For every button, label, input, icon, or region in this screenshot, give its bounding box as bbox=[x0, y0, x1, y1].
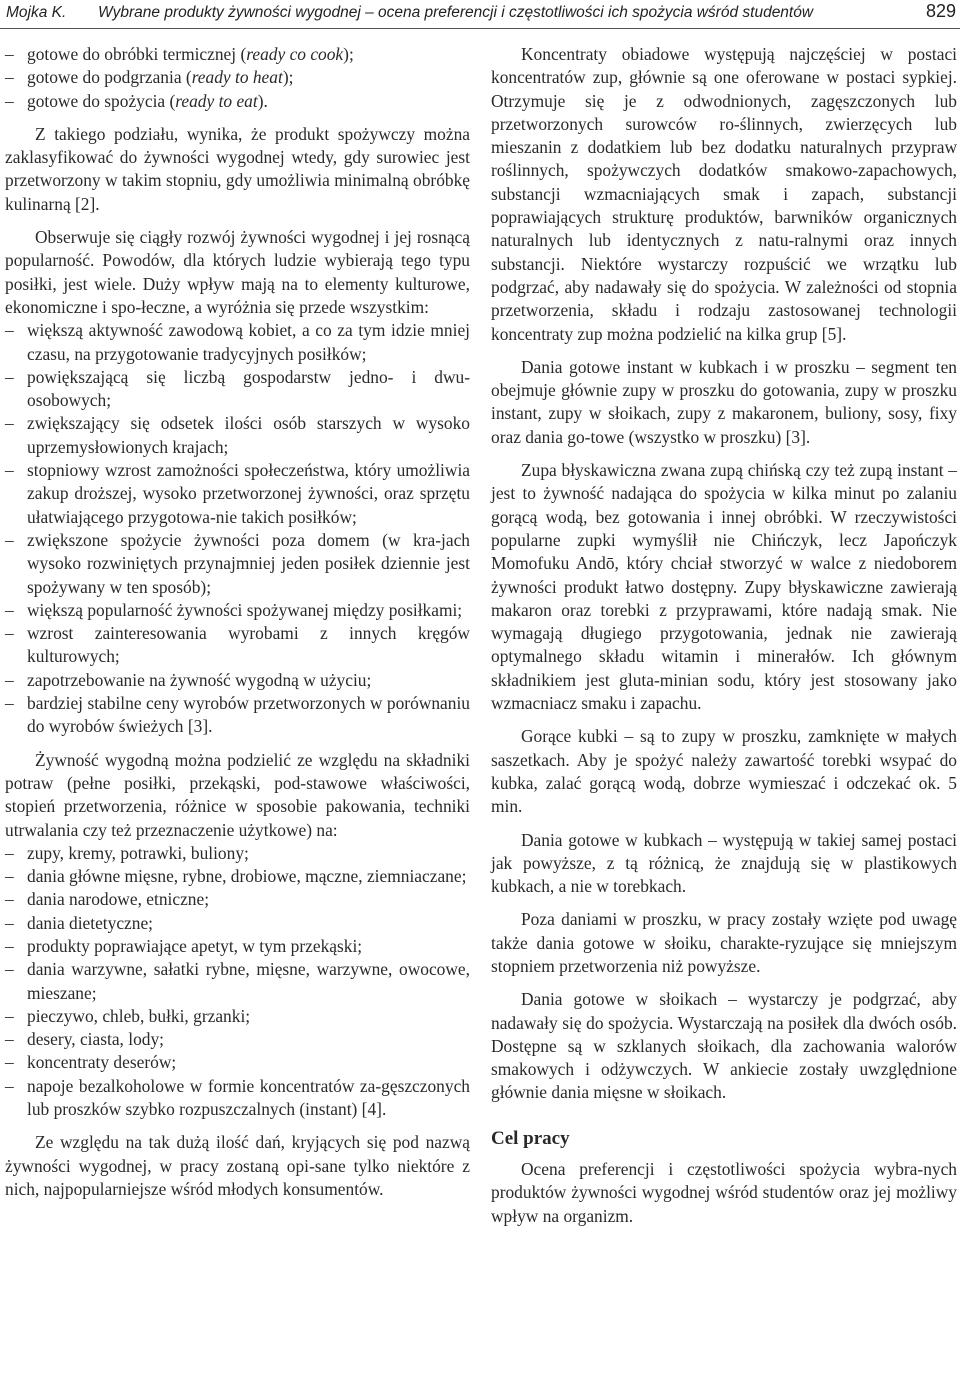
list-item: – bardziej stabilne ceny wyrobów przetworzonych w porównaniu do wyrobów świeżych [3]. bbox=[5, 692, 470, 739]
categories-list bbox=[5, 842, 470, 1122]
header-title: Wybrane produkty żywności wygodnej – ocena preferencji i częstotliwości ich spożycia wśród studentów bbox=[98, 4, 814, 21]
paragraph: Z takiego podziału, wynika, że produkt spożywczy można zaklasyfikować do żywności wygodnej wtedy, gdy surowiec jest przetworzony w takim stopniu, gdy umożliwia minimalną obróbkę kulinarną [2]. bbox=[5, 123, 470, 214]
list-item: – zupy, kremy, potrawki, buliony; bbox=[5, 842, 470, 865]
paragraph: Dania gotowe w słoikach – wystarczy je podgrzać, aby nadawały się do spożycia. Wystarczają na posiłek dla dwóch osób. Dostępne są w szklanych słoikach, dla zachowania walorów smakowych i odżywczych. W ankiecie zostały uwzględnione głównie dania mięsne w słoikach. bbox=[491, 989, 957, 1103]
header-rule bbox=[0, 28, 960, 29]
list-item: – gotowe do spożycia (ready to eat). bbox=[5, 90, 470, 113]
paragraph: Poza daniami w proszku, w pracy zostały wzięte pod uwagę także dania gotowe w słoiku, charakte-ryzujące się mniejszym stopniem przetworzenia niż powyższe. bbox=[491, 909, 957, 976]
paragraph: Gorące kubki – są to zupy w proszku, zamknięte w małych saszetkach. Aby je spożyć należy zawartość torebki wsypać do kubka, zalać gorącą wodą, dobrze wymieszać i odczekać ok. 5 min. bbox=[491, 726, 957, 817]
list-item: – wzrost zainteresowania wyrobami z innych kręgów kulturowych; bbox=[5, 622, 470, 669]
list-item: – dania narodowe, etniczne; bbox=[5, 888, 470, 911]
processing-list bbox=[5, 43, 470, 113]
left-column bbox=[5, 43, 470, 1211]
list-item: – zapotrzebowanie na żywność wygodną w użyciu; bbox=[5, 669, 470, 692]
list-item: – gotowe do podgrzania (ready to heat); bbox=[5, 66, 470, 89]
paragraph: Żywność wygodną można podzielić ze względu na składniki potraw (pełne posiłki, przekąski, pod-stawowe właściwości, stopień przetworzenia, różnice w sposobie pakowania, techniki utrwalania czy też przeznaczenie użytkowe) na: bbox=[5, 749, 470, 840]
header-author: Mojka K. bbox=[6, 4, 67, 21]
list-item: – gotowe do obróbki termicznej (ready co cook); bbox=[5, 43, 470, 66]
running-header bbox=[0, 0, 960, 26]
page-number: 829 bbox=[925, 1, 956, 21]
right-column bbox=[491, 43, 957, 1238]
paragraph: Obserwuje się ciągły rozwój żywności wygodnej i jej rosnącą popularność. Powodów, dla których ludzie wybierają tego typu posiłki, jest wiele. Duży wpływ mają na to elementy kulturowe, ekonomiczne i spo-łeczne, a wyróżnia się przede wszystkim: bbox=[5, 227, 470, 317]
list-item: – większą aktywność zawodową kobiet, a co za tym idzie mniej czasu, na przygotowanie tradycyjnych posiłków; bbox=[5, 319, 470, 366]
list-item: – desery, ciasta, lody; bbox=[5, 1028, 470, 1051]
list-item: – zwiększający się odsetek ilości osób starszych w wysoko uprzemysłowionych krajach; bbox=[5, 412, 470, 459]
paragraph: Dania gotowe instant w kubkach i w proszku – segment ten obejmuje głównie zupy w proszku do gotowania, zupy w proszku instant, zupy w słoikach, zupy z makaronem, buliony, sosy, fixy oraz dania go-towe (wszystko w proszku) [3]. bbox=[491, 356, 957, 447]
list-item: – dania dietetyczne; bbox=[5, 912, 470, 935]
section-heading: Cel pracy bbox=[491, 1127, 570, 1149]
list-item: – koncentraty deserów; bbox=[5, 1051, 470, 1074]
list-item: – napoje bezalkoholowe w formie koncentratów za-gęszczonych lub proszków szybko rozpuszczalnych (instant) [4]. bbox=[5, 1075, 470, 1122]
list-item: – dania główne mięsne, rybne, drobiowe, mączne, ziemniaczane; bbox=[5, 865, 470, 888]
paragraph: Ze względu na tak dużą ilość dań, kryjących się pod nazwą żywności wygodnej, w pracy zostaną opi-sane tylko niektóre z nich, najpopularniejsze wśród młodych konsumentów. bbox=[5, 1132, 470, 1199]
paragraph: Koncentraty obiadowe występują najczęściej w postaci koncentratów zup, głównie są one oferowane w postaci sypkiej. Otrzymuje się je z odwodnionych, zagęszczonych lub przetworzonych surowców ro-ślinnych, zwierzęcych lub mieszanin z dodatkiem lub bez dodatku naturalnych przypraw roślinnych, spożywczych dodatków smakowo-zapachowych, substancji wzmacniających smak i zapach, substancji poprawiających strukturę produktów, barwników organicznych naturalnych lub identycznych z natu-ralnymi oraz innych substancji. Niektóre wystarczy rozpuścić we wrzątku lub podgrzać, aby nadawały się do spożycia. W zależności od stopnia przetworzenia, składu i rodzaju zastosowanej technologii koncentraty zup można podzielić na kilka grup [5]. bbox=[491, 44, 957, 344]
list-item: – produkty poprawiające apetyt, w tym przekąski; bbox=[5, 935, 470, 958]
list-item: – stopniowy wzrost zamożności społeczeństwa, który umożliwia zakup droższej, wysoko przetworzonej żywności, oraz sprzętu ułatwiającego przygotowa-nie takich posiłków; bbox=[5, 459, 470, 529]
list-item: – pieczywo, chleb, bułki, grzanki; bbox=[5, 1005, 470, 1028]
paragraph: Zupa błyskawiczna zwana zupą chińską czy też zupą instant – jest to żywność nadająca do spożycia w kilka minut po zalaniu gorącą wodą, bez gotowania i innej obróbki. W rzeczywistości popularne zupki wymyślił nie Chińczyk, lecz Japończyk Momofuku Andō, który chciał stworzyć w walce z niedoborem żywności produkt łatwo dostępny. Zupy błyskawiczne zawierają makaron oraz torebki z przyprawami, które nadają smak. Nie wymagają długiego przygotowania, jednak nie zawierają optymalnego składu witamin i minerałów. Ich głównym składnikiem jest gluta-minian sodu, który jest stosowany jako wzmacniacz smaku i zapachu. bbox=[491, 460, 957, 714]
paragraph: Ocena preferencji i częstotliwości spożycia wybra-nych produktów żywności wygodnej wśród studentów oraz jej możliwy wpływ na organizm. bbox=[491, 1159, 957, 1226]
list-item: – powiększającą się liczbą gospodarstw jedno- i dwu-osobowych; bbox=[5, 366, 470, 413]
list-item: – dania warzywne, sałatki rybne, mięsne, warzywne, owocowe, mieszane; bbox=[5, 958, 470, 1005]
paragraph: Dania gotowe w kubkach – występują w takiej samej postaci jak powyższe, z tą różnicą, że znajdują się w plastikowych kubkach, a nie w torebkach. bbox=[491, 829, 957, 897]
list-item: – większą popularność żywności spożywanej między posiłkami; bbox=[5, 599, 470, 622]
reasons-list bbox=[5, 319, 470, 738]
list-item: – zwiększone spożycie żywności poza domem (w kra-jach wysoko rozwiniętych przynajmniej jeden posiłek dziennie jest spożywany w ten sposób); bbox=[5, 529, 470, 599]
